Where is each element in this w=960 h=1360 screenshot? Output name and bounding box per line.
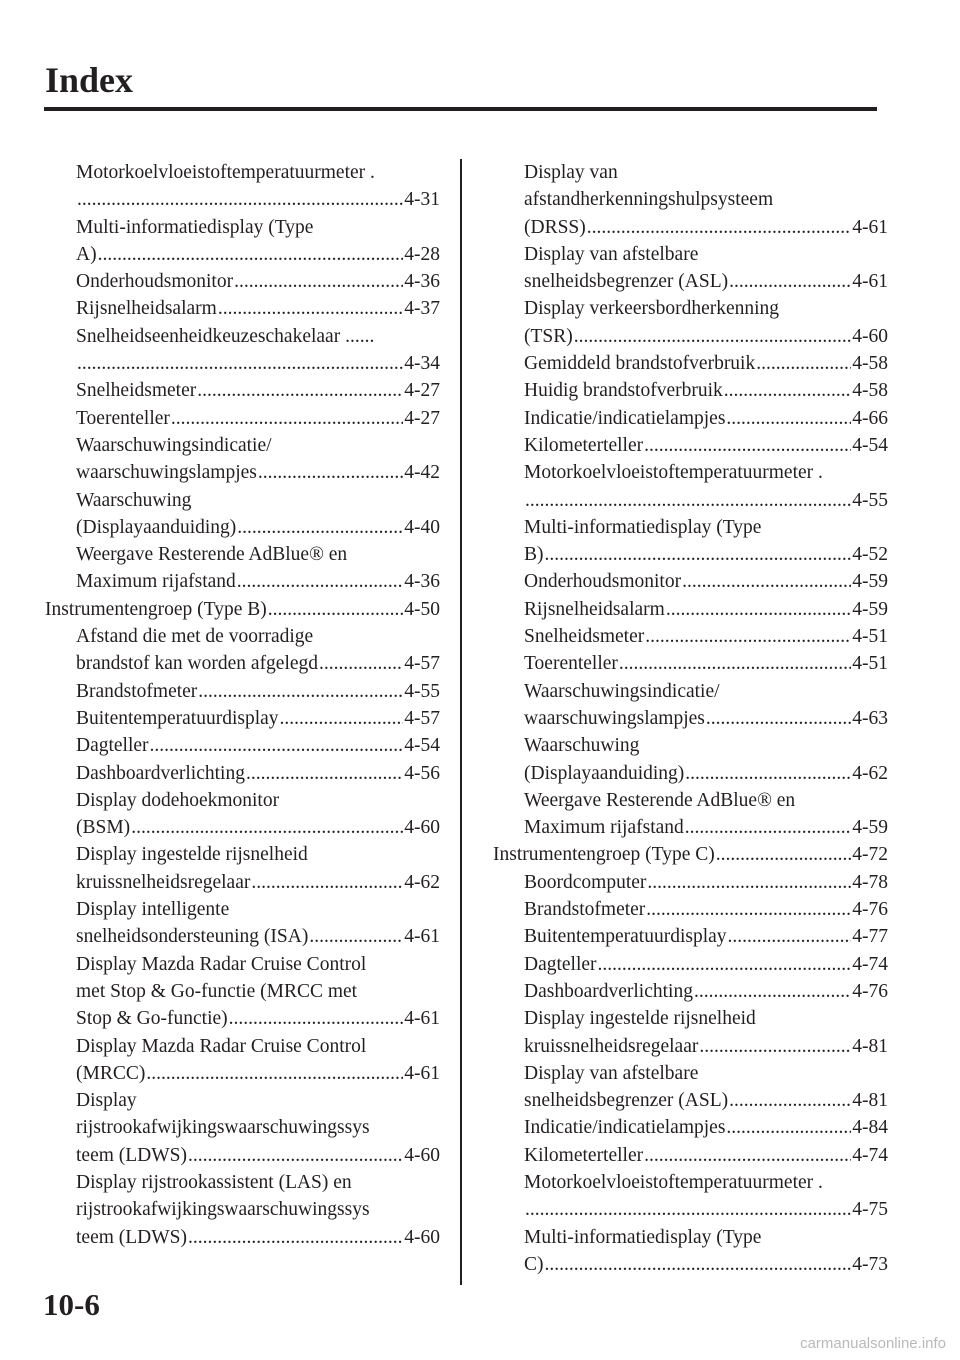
index-entry <box>493 541 888 568</box>
index-entry <box>493 869 888 896</box>
dot-leader <box>587 214 851 241</box>
index-entry-page: 4-76 <box>852 899 888 921</box>
index-entry-label: Buitentemperatuurdisplay <box>524 926 727 948</box>
dot-leader <box>131 814 403 841</box>
index-entry <box>45 159 440 186</box>
index-entry-page: 4-34 <box>404 353 440 375</box>
index-entry-label: Boordcomputer <box>524 871 647 893</box>
index-entry-label: Indicatie/indicatielampjes <box>524 1117 726 1139</box>
index-entry <box>45 1005 440 1032</box>
index-entry-label: Waarschuwingsindicatie/ <box>76 434 272 456</box>
dot-leader <box>280 705 404 732</box>
dot-leader <box>728 923 852 950</box>
index-entry <box>493 514 888 541</box>
page-number: 10-6 <box>43 1287 100 1322</box>
index-entry-label: Onderhoudsmonitor <box>76 271 234 293</box>
index-entry <box>493 323 888 350</box>
index-entry <box>493 787 888 814</box>
index-column-right <box>493 159 888 1278</box>
dot-leader <box>574 323 852 350</box>
index-entry-label: Stop & Go-functie) <box>76 1008 228 1030</box>
index-entry-page: 4-31 <box>404 189 440 211</box>
index-entry-label: Kilometerteller <box>524 1144 644 1166</box>
index-entry <box>45 1196 440 1223</box>
index-entry-label: (Displayaanduiding) <box>524 762 685 784</box>
index-entry-label: Indicatie/indicatielampjes <box>524 407 726 429</box>
index-entry-label: Display rijstrookassistent (LAS) en <box>76 1171 352 1193</box>
index-entry-page: 4-74 <box>852 953 888 975</box>
index-entry-label: Weergave Resterende AdBlue® en <box>76 544 348 566</box>
dot-leader <box>726 1114 851 1141</box>
index-entry <box>493 705 888 732</box>
index-entry-page: 4-59 <box>852 598 888 620</box>
index-entry <box>45 514 440 541</box>
index-entry-page: 4-61 <box>852 216 888 238</box>
index-entry-label: Brandstofmeter <box>524 899 646 921</box>
dot-leader <box>729 1087 851 1114</box>
index-entry-label: Maximum rijafstand <box>524 817 684 839</box>
index-entry <box>45 869 440 896</box>
index-entry-page: 4-60 <box>852 325 888 347</box>
dot-leader <box>706 705 851 732</box>
index-entry <box>45 241 440 268</box>
index-entry <box>45 841 440 868</box>
index-entry <box>493 596 888 623</box>
dot-leader <box>685 760 851 787</box>
dot-leader <box>319 650 403 677</box>
index-entry <box>493 1224 888 1251</box>
index-entry-page: 4-36 <box>404 271 440 293</box>
dot-leader <box>98 241 404 268</box>
index-entry <box>45 623 440 650</box>
index-entry-label: Display van <box>524 162 618 183</box>
index-entry-label: Toerenteller <box>524 653 618 675</box>
dot-leader <box>188 1224 403 1251</box>
index-entry-page: 4-40 <box>404 516 440 538</box>
index-entry-page: 4-60 <box>404 817 440 839</box>
index-entry-page: 4-52 <box>852 544 888 566</box>
index-entry <box>45 1114 440 1141</box>
index-entry-label: Display intelligente <box>76 899 230 921</box>
dot-leader <box>716 841 852 868</box>
dot-leader <box>525 1196 851 1223</box>
dot-leader <box>729 268 851 295</box>
index-entry-label: Gemiddeld brandstofverbruik <box>524 353 756 375</box>
index-entry <box>45 1224 440 1251</box>
index-entry-page: 4-75 <box>852 1199 888 1221</box>
dot-leader <box>237 514 403 541</box>
index-entry <box>493 350 888 377</box>
index-entry-page: 4-58 <box>852 380 888 402</box>
dot-leader <box>666 596 851 623</box>
index-entry-page: 4-61 <box>404 926 440 948</box>
index-entry-label: B) <box>524 544 544 566</box>
dot-leader <box>699 1033 851 1060</box>
index-entry-page: 4-27 <box>404 407 440 429</box>
dot-leader <box>644 1142 851 1169</box>
index-entry <box>493 623 888 650</box>
dot-leader <box>229 1005 404 1032</box>
index-entry-page: 4-61 <box>404 1062 440 1084</box>
index-entry-page: 4-76 <box>852 980 888 1002</box>
index-entry-label: afstandherkenningshulpsysteem <box>524 189 774 211</box>
dot-leader <box>598 951 852 978</box>
index-heading-entry <box>45 596 440 623</box>
index-entry-label: rijstrookafwijkingswaarschuwingssys <box>76 1117 370 1139</box>
index-entry <box>493 295 888 322</box>
index-entry <box>45 377 440 404</box>
dot-leader <box>685 814 851 841</box>
index-entry-page: 4-62 <box>852 762 888 784</box>
dot-leader <box>218 295 403 322</box>
index-entry-label: Display ingestelde rijsnelheid <box>76 844 308 866</box>
index-entry <box>45 1060 440 1087</box>
index-entry-label: Huidig brandstofverbruik <box>524 380 723 402</box>
index-entry-label: Multi-informatiedisplay (Type <box>524 516 762 538</box>
dot-leader <box>647 869 851 896</box>
dot-leader <box>545 541 852 568</box>
index-entry-page: 4-36 <box>404 571 440 593</box>
index-entry <box>45 186 440 213</box>
index-entry <box>45 923 440 950</box>
index-entry-page: 4-73 <box>852 1253 888 1275</box>
index-entry-label: Multi-informatiedisplay (Type <box>76 216 314 238</box>
index-entry-page: 4-78 <box>852 871 888 893</box>
index-entry <box>45 459 440 486</box>
index-entry <box>45 760 440 787</box>
index-entry <box>493 1087 888 1114</box>
index-entry <box>493 186 888 213</box>
index-entry-label: Dagteller <box>76 735 149 757</box>
header-rule <box>44 107 877 111</box>
index-entry-page: 4-72 <box>852 844 888 866</box>
index-entry <box>45 705 440 732</box>
index-entry-label: Buitentemperatuurdisplay <box>76 707 279 729</box>
index-entry-label: rijstrookafwijkingswaarschuwingssys <box>76 1199 370 1221</box>
index-entry-label: Dashboardverlichting <box>524 980 693 1002</box>
index-entry <box>493 678 888 705</box>
index-entry <box>493 459 888 486</box>
index-entry-page: 4-58 <box>852 353 888 375</box>
index-entry <box>493 1251 888 1278</box>
index-entry-label: A) <box>76 243 97 265</box>
dot-leader <box>251 869 403 896</box>
index-entry <box>493 568 888 595</box>
index-entry <box>45 268 440 295</box>
dot-leader <box>146 1060 403 1087</box>
index-entry-label: Display verkeersbordherkenning <box>524 298 780 320</box>
index-entry-label: Toerenteller <box>76 407 170 429</box>
index-entry-label: Snelheidseenheidkeuzeschakelaar ...... <box>76 325 375 347</box>
index-entry-label: brandstof kan worden afgelegd <box>76 653 319 675</box>
index-entry <box>493 760 888 787</box>
index-entry-page: 4-55 <box>404 680 440 702</box>
index-entry <box>45 1169 440 1196</box>
dot-leader <box>724 377 851 404</box>
index-entry-page: 4-42 <box>404 462 440 484</box>
index-entry-label: Rijsnelheidsalarm <box>76 298 217 320</box>
index-entry-label: Display Mazda Radar Cruise Control <box>76 953 367 975</box>
index-entry <box>493 1033 888 1060</box>
index-entry-label: Display ingestelde rijsnelheid <box>524 1008 756 1030</box>
index-entry-label: C) <box>524 1253 544 1275</box>
index-entry <box>493 1114 888 1141</box>
index-entry-page: 4-59 <box>852 571 888 593</box>
index-entry-label: (MRCC) <box>76 1062 146 1084</box>
index-entry-label: Display van afstelbare <box>524 243 699 265</box>
index-entry <box>45 295 440 322</box>
index-entry-page: 4-81 <box>852 1035 888 1057</box>
dot-leader <box>545 1251 852 1278</box>
index-entry-page: 4-61 <box>404 1008 440 1030</box>
index-entry-label: Kilometerteller <box>524 434 644 456</box>
index-entry <box>45 732 440 759</box>
dot-leader <box>258 459 403 486</box>
index-entry <box>45 650 440 677</box>
index-entry <box>493 377 888 404</box>
index-entry-label: Motorkoelvloeistoftemperatuurmeter . <box>76 162 375 183</box>
index-entry-page: 4-51 <box>852 626 888 648</box>
dot-leader <box>756 350 851 377</box>
dot-leader <box>525 487 851 514</box>
index-entry <box>493 241 888 268</box>
index-entry <box>493 1005 888 1032</box>
index-entry-label: met Stop & Go-functie (MRCC met <box>76 980 358 1002</box>
index-entry-page: 4-77 <box>852 926 888 948</box>
index-entry <box>493 487 888 514</box>
index-entry <box>493 978 888 1005</box>
index-entry-page: 4-56 <box>404 762 440 784</box>
index-entry <box>45 896 440 923</box>
index-entry-label: snelheidsbegrenzer (ASL) <box>524 1090 729 1112</box>
index-entry <box>45 405 440 432</box>
index-entry-page: 4-27 <box>404 380 440 402</box>
index-entry <box>45 487 440 514</box>
index-entry-label: Snelheidsmeter <box>524 626 645 648</box>
index-entry <box>493 1142 888 1169</box>
index-entry <box>45 787 440 814</box>
index-entry <box>45 1087 440 1114</box>
index-entry <box>45 323 440 350</box>
index-entry-page: 4-62 <box>404 871 440 893</box>
dot-leader <box>694 978 851 1005</box>
index-entry-label: waarschuwingslampjes <box>76 462 257 484</box>
index-entry-label: Snelheidsmeter <box>76 380 197 402</box>
index-entry-label: Dashboardverlichting <box>76 762 245 784</box>
index-entry <box>45 214 440 241</box>
index-entry-page: 4-84 <box>852 1117 888 1139</box>
index-entry-label: teem (LDWS) <box>76 1226 188 1248</box>
index-entry-page: 4-51 <box>852 653 888 675</box>
index-entry <box>493 268 888 295</box>
index-entry <box>493 159 888 186</box>
dot-leader <box>171 405 403 432</box>
index-entry-label: waarschuwingslampjes <box>524 707 705 729</box>
index-entry-label: Display Mazda Radar Cruise Control <box>76 1035 367 1057</box>
dot-leader <box>77 350 403 377</box>
index-entry-label: kruissnelheidsregelaar <box>76 871 251 893</box>
watermark: carmanualsonline.info <box>800 1335 946 1352</box>
index-entry-page: 4-37 <box>404 298 440 320</box>
index-entry <box>45 814 440 841</box>
index-entry-label: (Displayaanduiding) <box>76 516 237 538</box>
dot-leader <box>645 623 851 650</box>
index-entry-label: (TSR) <box>524 325 573 347</box>
index-entry-label: Display dodehoekmonitor <box>76 789 280 811</box>
index-entry-label: Display van afstelbare <box>524 1062 699 1084</box>
dot-leader <box>234 268 403 295</box>
index-entry <box>493 405 888 432</box>
index-entry-page: 4-66 <box>852 407 888 429</box>
index-entry-page: 4-54 <box>404 735 440 757</box>
index-entry-page: 4-57 <box>404 653 440 675</box>
dot-leader <box>646 896 851 923</box>
index-entry-label: Waarschuwingsindicatie/ <box>524 680 720 702</box>
index-entry-label: snelheidsbegrenzer (ASL) <box>524 271 729 293</box>
index-entry-label: Afstand die met de voorradige <box>76 626 314 648</box>
index-entry <box>45 978 440 1005</box>
index-entry <box>493 1169 888 1196</box>
index-entry <box>45 678 440 705</box>
index-entry-label: teem (LDWS) <box>76 1144 188 1166</box>
dot-leader <box>268 596 404 623</box>
index-entry <box>45 1142 440 1169</box>
index-entry <box>493 1060 888 1087</box>
dot-leader <box>619 650 851 677</box>
index-column-left <box>45 159 440 1251</box>
index-heading-entry <box>493 841 888 868</box>
index-entry <box>493 896 888 923</box>
index-entry-label: Motorkoelvloeistoftemperatuurmeter . <box>524 462 823 484</box>
index-entry-label: kruissnelheidsregelaar <box>524 1035 699 1057</box>
index-entry-label: Multi-informatiedisplay (Type <box>524 1226 762 1248</box>
index-entry <box>45 1033 440 1060</box>
index-entry-page: 4-63 <box>852 707 888 729</box>
index-entry-label: Dagteller <box>524 953 597 975</box>
column-divider <box>460 159 462 1285</box>
index-entry <box>45 951 440 978</box>
dot-leader <box>309 923 403 950</box>
index-entry-label: snelheidsondersteuning (ISA) <box>76 926 309 948</box>
dot-leader <box>237 568 403 595</box>
dot-leader <box>644 432 851 459</box>
index-entry-label: Weergave Resterende AdBlue® en <box>524 789 796 811</box>
index-entry-page: 4-60 <box>404 1226 440 1248</box>
index-entry <box>493 214 888 241</box>
index-entry-page: 4-61 <box>852 271 888 293</box>
index-entry <box>45 568 440 595</box>
index-entry-page: 4-50 <box>404 598 440 620</box>
index-entry <box>493 432 888 459</box>
index-entry <box>493 814 888 841</box>
dot-leader <box>77 186 403 213</box>
dot-leader <box>188 1142 403 1169</box>
dot-leader <box>726 405 851 432</box>
index-entry <box>493 650 888 677</box>
index-entry <box>493 951 888 978</box>
index-entry <box>45 541 440 568</box>
index-entry <box>493 732 888 759</box>
index-entry-page: 4-59 <box>852 817 888 839</box>
index-entry-page: 4-55 <box>852 489 888 511</box>
index-entry-label: Brandstofmeter <box>76 680 198 702</box>
dot-leader <box>198 678 403 705</box>
dot-leader <box>150 732 404 759</box>
index-entry-page: 4-74 <box>852 1144 888 1166</box>
index-entry-label: Rijsnelheidsalarm <box>524 598 665 620</box>
index-entry-label: Onderhoudsmonitor <box>524 571 682 593</box>
index-entry-label: Instrumentengroep (Type B) <box>45 598 267 620</box>
index-entry <box>493 923 888 950</box>
dot-leader <box>197 377 403 404</box>
index-entry-page: 4-57 <box>404 707 440 729</box>
index-entry-label: Waarschuwing <box>76 489 192 511</box>
page-title: Index <box>45 60 134 100</box>
index-entry-label: Motorkoelvloeistoftemperatuurmeter . <box>524 1171 823 1193</box>
index-entry-page: 4-81 <box>852 1090 888 1112</box>
dot-leader <box>246 760 403 787</box>
dot-leader <box>682 568 851 595</box>
index-entry-label: Waarschuwing <box>524 735 640 757</box>
index-entry-label: Display <box>76 1090 137 1112</box>
index-entry-page: 4-28 <box>404 243 440 265</box>
index-entry-label: Maximum rijafstand <box>76 571 236 593</box>
index-entry-label: (DRSS) <box>524 216 586 238</box>
index-entry <box>45 350 440 377</box>
index-entry-label: (BSM) <box>76 817 131 839</box>
index-entry <box>493 1196 888 1223</box>
index-entry <box>45 432 440 459</box>
index-entry-page: 4-54 <box>852 434 888 456</box>
index-entry-page: 4-60 <box>404 1144 440 1166</box>
index-entry-label: Instrumentengroep (Type C) <box>493 844 715 866</box>
